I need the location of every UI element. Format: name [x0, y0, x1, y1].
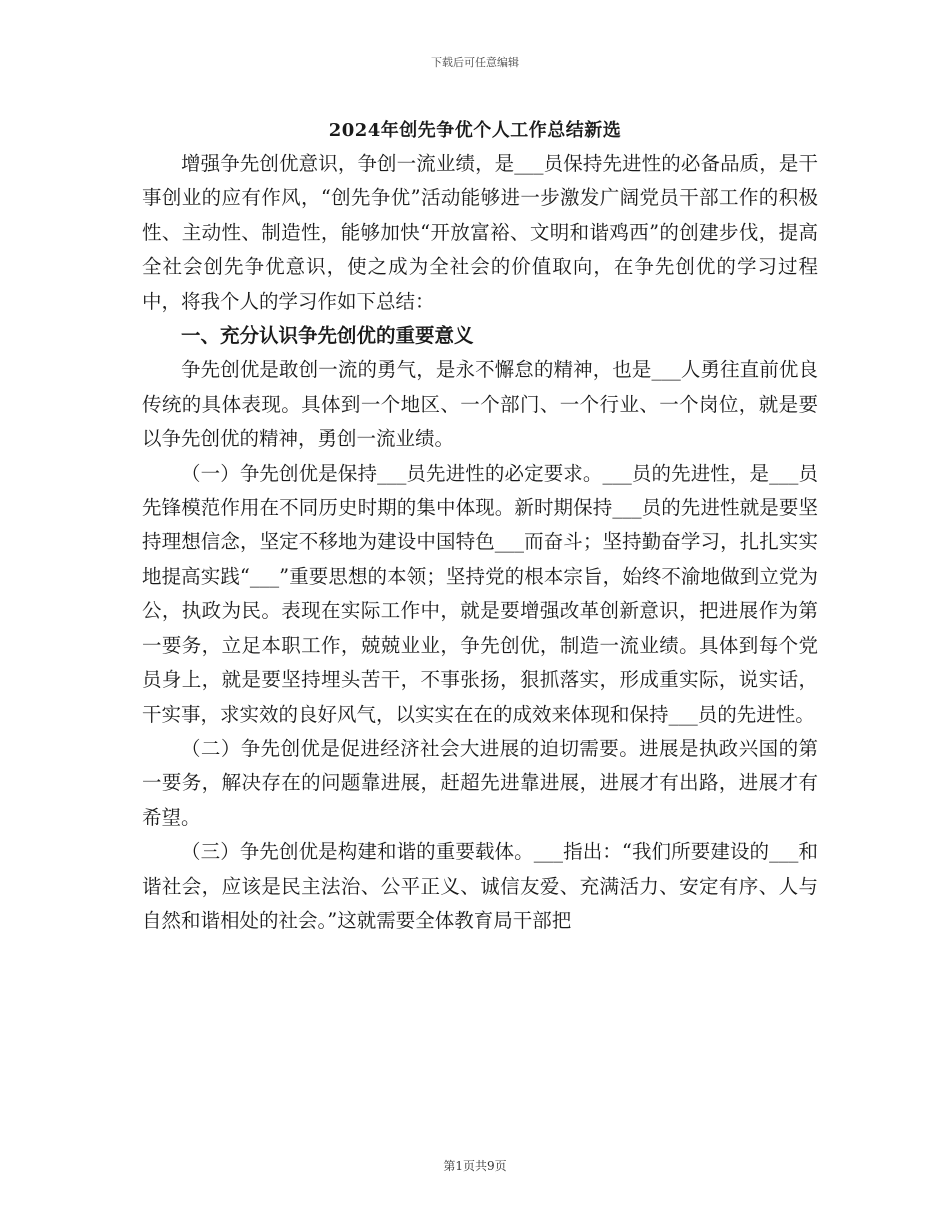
body-paragraph: （三）争先创优是构建和谐的重要载体。___指出：“我们所要建设的___和谐社会，应该是民主法治、公平正义、诚信友爱、充满活力、安定有序、人与自然和谐相处的社会。”这就需要全体教育局干部把: [142, 840, 818, 932]
body-paragraph: 争先创优是敢创一流的勇气，是永不懈怠的精神，也是___人勇往直前优良传统的具体表现。具体到一个地区、一个部门、一个行业、一个岗位，就是要以争先创优的精神，勇创一流业绩。: [142, 358, 818, 451]
section-heading: 一、充分认识争先创优的重要意义: [181, 324, 474, 348]
header-note: 下载后可任意编辑: [431, 56, 519, 69]
body-paragraph: （二）争先创优是促进经济社会大进展的迫切需要。进展是执政兴国的第一要务，解决存在的问题靠进展，赶超先进靠进展，进展才有出路，进展才有希望。: [142, 736, 818, 829]
document-title: 2024年创先争优个人工作总结新选: [328, 120, 622, 141]
body-paragraph: （一）争先创优是保持___员先进性的必定要求。___员的先进性，是___员先锋模范作用在不同历史时期的集中体现。新时期保持___员的先进性就是要坚持理想信念，坚定不移地为建设中国特色___而奋斗；坚持勤奋学习，扎扎实实地提高实践“___”重要思想的本领；坚持党的根本宗旨，始终不渝地做到立党为公，执政为民。表现在实际工作中，就是要增强改革创新意识，把进展作为第一要务，立足本职工作，兢兢业业，争先创优，制造一流业绩。具体到每个党员身上，就是要坚持埋头苦干，不事张扬，狠抓落实，形成重实际，说实话，干实事，求实效的良好风气，以实实在在的成效来体现和保持___员的先进性。: [142, 461, 818, 726]
intro-paragraph: 增强争先创优意识，争创一流业绩，是___员保持先进性的必备品质，是干事创业的应有作风，“创先争优”活动能够进一步激发广阔党员干部工作的积极性、主动性、制造性，能够加快“开放富裕、文明和谐鸡西”的创建步伐，提高全社会创先争优意识，使之成为全社会的价值取向，在争先创优的学习过程中，将我个人的学习作如下总结：: [142, 152, 818, 313]
document-body: [142, 147, 818, 938]
page-number: 第1页共9页: [443, 1159, 507, 1173]
